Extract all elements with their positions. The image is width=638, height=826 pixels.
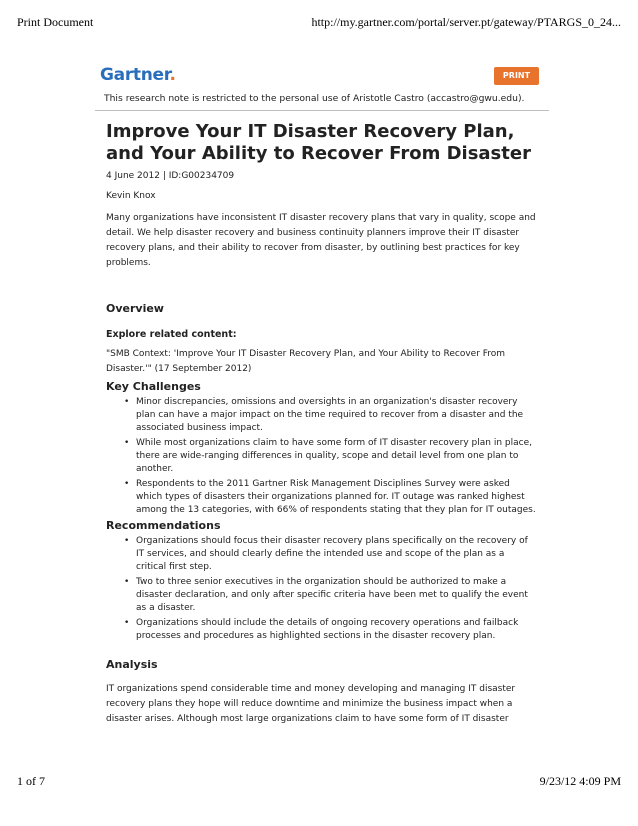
list-item-text: Two to three senior executives in the organization should be authorized to make a disaster declaration, and only after specific criteria have been met to qualify the event as a disaster. xyxy=(136,577,528,613)
recommendations-heading: Recommendations xyxy=(106,519,221,532)
bullet-icon: • xyxy=(124,479,130,489)
list-item xyxy=(124,396,536,435)
list-item-text: Minor discrepancies, omissions and oversights in an organization's disaster recovery plan can have a major impact on the time required to recover from a disaster and the associated business impact. xyxy=(136,397,524,433)
list-item-text: While most organizations claim to have some form of IT disaster recovery plan in place, there are wide-ranging differences in quality, scope and detail level from one plan to another. xyxy=(136,438,532,474)
bullet-icon: • xyxy=(124,618,130,628)
list-item xyxy=(124,437,536,476)
print-timestamp: 9/23/12 4:09 PM xyxy=(539,774,621,788)
page-counter: 1 of 7 xyxy=(17,774,45,788)
logo-text: Gartner xyxy=(100,65,170,85)
related-content-link[interactable]: "SMB Context: 'Improve Your IT Disaster Recovery Plan, and Your Ability to Recover From Disaster.'" (17 September 2012) xyxy=(106,349,506,374)
bullet-icon: • xyxy=(124,397,130,407)
list-item-text: Organizations should focus their disaster recovery plans specifically on the recovery of IT services, and should clearly define the intended use and scope of the plan as a critical first step. xyxy=(136,536,528,572)
list-item xyxy=(124,478,536,517)
list-item xyxy=(124,535,536,574)
key-challenges-heading: Key Challenges xyxy=(106,380,201,393)
explore-heading: Explore related content: xyxy=(106,329,237,340)
key-challenges-list xyxy=(106,396,536,517)
logo-dot: . xyxy=(169,65,176,85)
document-author: Kevin Knox xyxy=(106,191,156,201)
document-meta: 4 June 2012 | ID:G00234709 xyxy=(106,171,235,181)
bullet-icon: • xyxy=(124,577,130,587)
restriction-notice: This research note is restricted to the personal use of Aristotle Castro (accastro@gwu.edu). xyxy=(104,93,525,104)
list-item xyxy=(124,576,536,615)
header-divider xyxy=(95,110,549,111)
print-header xyxy=(17,15,621,31)
gartner-logo xyxy=(100,65,176,85)
document-title: Improve Your IT Disaster Recovery Plan, and Your Ability to Recover From Disaster xyxy=(106,121,531,164)
document-summary: Many organizations have inconsistent IT disaster recovery plans that vary in quality, scope and detail. We help disaster recovery and business continuity planners improve their IT disaster recovery plans, and their ability to recover from disaster, by outlining best practices for key problems. xyxy=(106,213,536,268)
list-item-text: Organizations should include the details of ongoing recovery operations and failback processes and procedures as highlighted sections in the disaster recovery plan. xyxy=(136,618,519,641)
analysis-heading: Analysis xyxy=(106,658,158,671)
recommendations-list xyxy=(106,535,536,643)
print-footer xyxy=(17,774,621,790)
bullet-icon: • xyxy=(124,536,130,546)
print-header-url: http://my.gartner.com/portal/server.pt/gateway/PTARGS_0_24... xyxy=(311,15,621,29)
analysis-text: IT organizations spend considerable time and money developing and managing IT disaster recovery plans they hope will reduce downtime and minimize the business impact when a disaster arises. Although most large organizations claim to have some form of IT disaster xyxy=(106,684,516,724)
print-button[interactable]: PRINT xyxy=(494,67,539,85)
document-body xyxy=(106,121,536,727)
overview-heading: Overview xyxy=(106,302,164,315)
list-item xyxy=(124,617,536,643)
print-header-title: Print Document xyxy=(17,15,94,29)
list-item-text: Respondents to the 2011 Gartner Risk Management Disciplines Survey were asked which types of disasters their organizations planned for. IT outage was ranked highest among the 13 categories, with 66% of respondents stating that they plan for IT outages. xyxy=(136,479,536,515)
bullet-icon: • xyxy=(124,438,130,448)
